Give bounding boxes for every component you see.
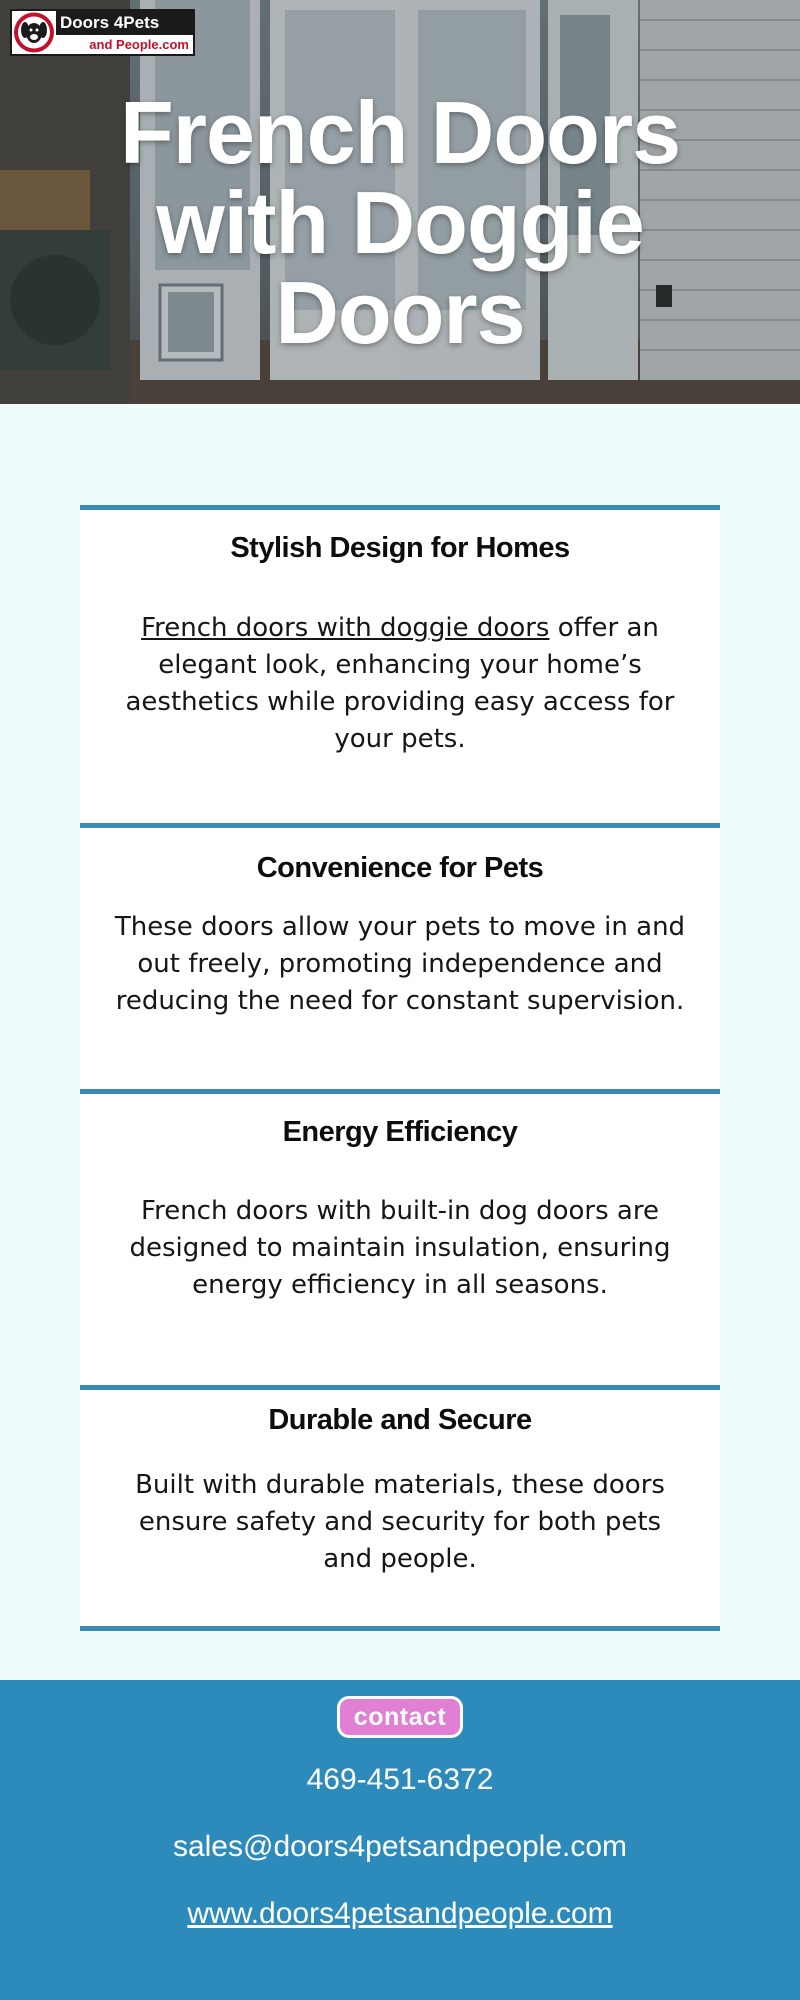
card-title: Durable and Secure	[268, 1404, 532, 1436]
logo-line1: Doors 4Pets	[56, 11, 193, 35]
french-doors-link[interactable]: French doors with doggie doors	[141, 613, 550, 643]
feature-card-durable-secure	[80, 1385, 720, 1626]
website-link[interactable]: www.doors4petsandpeople.com	[187, 1897, 613, 1930]
title-line: Doors	[275, 263, 525, 362]
page-title	[0, 83, 800, 362]
email-address[interactable]: sales@doors4petsandpeople.com	[172, 1830, 628, 1863]
card-body: These doors allow your pets to move in and out freely, promoting independence and reducing the need for constant supervision.	[114, 912, 686, 1016]
divider	[80, 1626, 720, 1631]
feature-card-energy-efficiency	[80, 1089, 720, 1385]
title-line: with Doggie	[156, 173, 644, 272]
card-title: Convenience for Pets	[256, 852, 544, 884]
phone-number[interactable]: 469-451-6372	[306, 1763, 494, 1796]
feature-card-convenience	[80, 823, 720, 1089]
logo-line2: and People.com	[56, 35, 193, 54]
card-body: French doors with built-in dog doors are designed to maintain insulation, ensuring energy efficiency in all seasons.	[129, 1196, 671, 1300]
card-title: Stylish Design for Homes	[230, 532, 570, 564]
feature-card-stylish-design	[80, 505, 720, 823]
hero-banner	[0, 0, 800, 404]
dog-logo-icon	[12, 11, 56, 54]
card-body: Built with durable materials, these doors ensure safety and security for both pets and people.	[135, 1470, 665, 1574]
contact-button[interactable]: contact	[337, 1696, 463, 1738]
brand-logo[interactable]	[10, 9, 195, 56]
card-body	[120, 610, 680, 758]
card-title: Energy Efficiency	[282, 1116, 518, 1148]
card-body-text: offer an elegant look, enhancing your home’s aesthetics while providing easy access for your pets.	[125, 613, 675, 754]
title-line: French Doors	[119, 83, 681, 182]
contact-footer	[0, 1680, 800, 2000]
